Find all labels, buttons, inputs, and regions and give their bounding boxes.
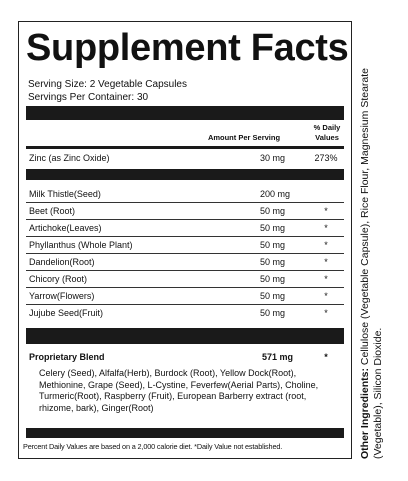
herb-row	[26, 305, 344, 322]
herb-name: Beet (Root)	[29, 206, 76, 216]
herb-amount: 50 mg	[260, 274, 286, 284]
herb-row	[26, 254, 344, 271]
other-ingredients-label: Other Ingredients:	[359, 367, 371, 459]
herb-row	[26, 271, 344, 288]
herb-amount: 50 mg	[260, 240, 286, 250]
herb-dv: *	[324, 223, 328, 233]
herb-name: Chicory (Root)	[29, 274, 88, 284]
herb-name: Jujube Seed(Fruit)	[29, 308, 104, 318]
nutrient-row-zinc	[26, 150, 344, 168]
herb-name: Yarrow(Flowers)	[29, 291, 95, 301]
proprietary-blend-ingredients: Celery (Seed), Alfalfa(Herb), Burdock (Root), Yellow Dock(Root), Methionine, Grape (Seed), L-Cystine, Feverfew(Aerial Parts), Choline, Turmeric(Root), Raspberry (Fruit), European Barberry extract (root, rhizome, bark), Ginger(Root)	[39, 368, 319, 413]
herb-dv: *	[324, 206, 328, 216]
herb-row	[26, 203, 344, 220]
proprietary-blend-amount: 571 mg	[262, 352, 294, 362]
herb-amount: 50 mg	[260, 257, 286, 267]
daily-value-header-line2: Values	[315, 132, 339, 142]
herb-dv: *	[324, 257, 328, 267]
other-ingredients-text: Cellulose (Vegetable Capsule), Rice Flour, Magnesium Stearate (Vegetable), Silicon Dioxide.	[359, 67, 384, 459]
section-bar-2	[26, 328, 344, 344]
daily-value-header	[305, 123, 349, 143]
herb-row	[26, 186, 344, 203]
amount-per-serving-header: Amount Per Serving	[207, 133, 281, 142]
herb-row	[26, 220, 344, 237]
proprietary-blend-dv: *	[324, 352, 328, 362]
other-ingredients	[359, 19, 385, 459]
herb-amount: 50 mg	[260, 291, 286, 301]
herb-name: Dandelion(Root)	[29, 257, 95, 267]
herb-name: Milk Thistle(Seed)	[29, 189, 101, 199]
daily-value-footnote: Percent Daily Values are based on a 2,000 calorie diet. *Daily Value not established.	[23, 442, 283, 451]
herb-row	[26, 237, 344, 254]
herb-dv: *	[324, 240, 328, 250]
herb-amount: 50 mg	[260, 206, 286, 216]
servings-per-container: Servings Per Container: 30	[28, 92, 149, 103]
header-bar-thick	[26, 106, 344, 120]
herb-dv: *	[324, 274, 328, 284]
serving-size: Serving Size: 2 Vegetable Capsules	[28, 79, 187, 90]
section-bar-1	[26, 169, 344, 180]
header-bar-thin	[26, 146, 344, 149]
herb-amount: 200 mg	[260, 189, 291, 199]
herb-dv: *	[324, 308, 328, 318]
herb-name: Artichoke(Leaves)	[29, 223, 102, 233]
footer-bar	[26, 428, 344, 438]
herb-dv: *	[324, 291, 328, 301]
nutrient-amount: 30 mg	[260, 153, 286, 163]
daily-value-header-line1: % Daily	[313, 123, 341, 132]
panel-title: Supplement Facts	[26, 27, 349, 69]
nutrient-name: Zinc (as Zinc Oxide)	[29, 153, 110, 163]
herb-amount: 50 mg	[260, 308, 286, 318]
nutrient-dv: 273%	[314, 153, 338, 163]
herb-name: Phyllanthus (Whole Plant)	[29, 240, 133, 250]
supplement-facts-panel	[18, 21, 352, 459]
proprietary-blend-name: Proprietary Blend	[29, 352, 105, 362]
herb-amount: 50 mg	[260, 223, 286, 233]
herb-row	[26, 288, 344, 305]
